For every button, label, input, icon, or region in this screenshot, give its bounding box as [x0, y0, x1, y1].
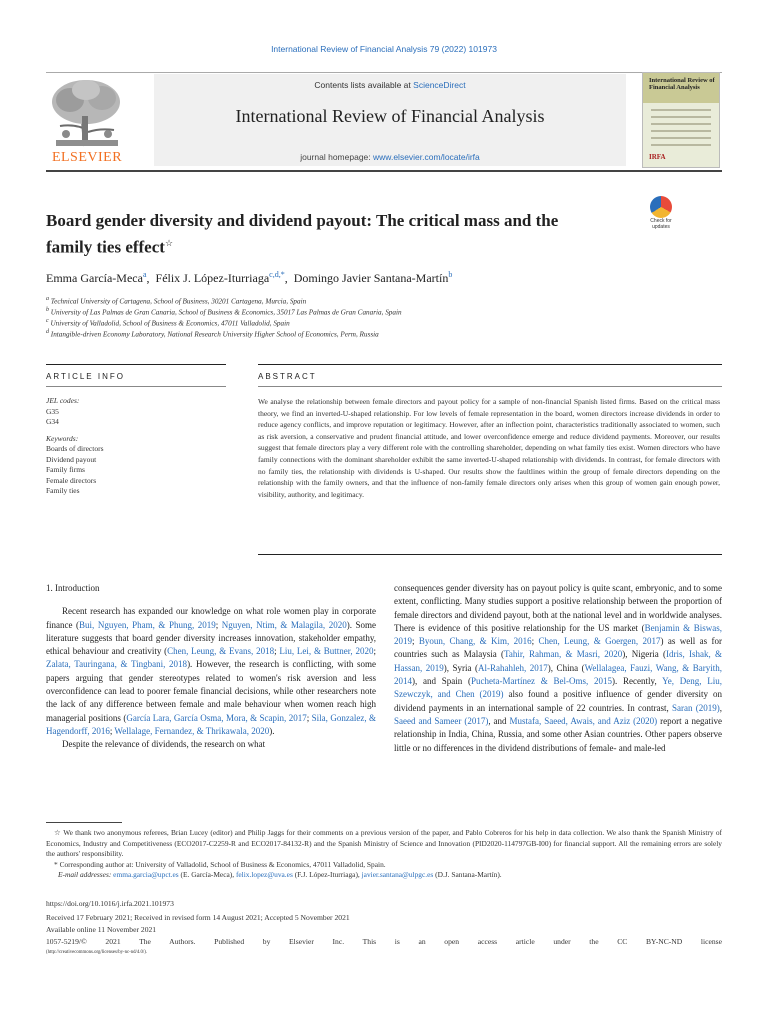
- citation-link[interactable]: Bui, Nguyen, Pham, & Phung, 2019: [79, 619, 216, 630]
- abstract-heading: ABSTRACT: [258, 372, 317, 381]
- header-top-rule: [46, 72, 722, 73]
- citation-link[interactable]: Chen, Leung, & Goergen, 2017: [538, 636, 661, 647]
- check-updates-label: Check for updates: [650, 218, 672, 230]
- intro-paragraph-3: [394, 582, 722, 755]
- corresponding-footnote: [46, 860, 722, 871]
- text-run: ), China (: [547, 662, 585, 673]
- jel-code: G34: [46, 417, 59, 426]
- affiliation: [46, 318, 726, 327]
- text-run: ). However, the research is conflicting, with some papers arguing that gender stereotypes related to women's risk aversion and less overconfidence can lead to poorer female financial decisions, while other researchers note the lack of any difference between female and male behaviour when women reach high managerial positions (: [46, 659, 376, 723]
- citation-link[interactable]: Wellalage, Fernandez, & Thrikawala, 2020: [114, 725, 270, 736]
- keyword: Family firms: [46, 465, 85, 474]
- text-run: ), and Spain (: [412, 676, 472, 687]
- keyword: Family ties: [46, 486, 80, 495]
- text-run: ), Nigeria (: [622, 649, 666, 660]
- text-run: consequences gender diversity has on payout policy is quite scant, embryonic, and to some extent, conflicting. Many studies support a positive relationship between the proportion of female directors and dividend payout, both at the national level and in worldwide analyses. There is evidence of this positive relationship for the US market (: [394, 583, 722, 633]
- article-info-top-rule: [46, 364, 226, 365]
- homepage-link[interactable]: www.elsevier.com/locate/irfa: [373, 152, 480, 162]
- footnote-text: Corresponding author at: University of Valladolid, School of Business & Economics, 47011 Valladolid, Spain.: [59, 859, 386, 869]
- publisher-wordmark[interactable]: ELSEVIER: [51, 150, 123, 165]
- citation-link[interactable]: Saran (2019): [672, 702, 720, 713]
- email-owner: (F.J. López-Iturriaga),: [294, 870, 360, 880]
- intro-right-column: [394, 582, 722, 755]
- paper-title: [46, 210, 606, 259]
- keywords-label: Keywords:: [46, 433, 79, 443]
- keyword: Boards of directors: [46, 444, 104, 453]
- footnote-mark: *: [54, 859, 58, 869]
- text-run: ). Recently,: [612, 676, 663, 687]
- citation-link[interactable]: Saeed and Sameer (2017): [394, 715, 489, 726]
- citation-link[interactable]: Pucheta-Martínez & Bel-Oms, 2015: [471, 676, 613, 687]
- author-name[interactable]: Emma García-Meca: [46, 271, 143, 285]
- text-run: ) as well as for countries such as Malaysia (: [394, 636, 722, 660]
- journal-reference[interactable]: International Review of Financial Analysis 79 (2022) 101973: [271, 44, 497, 54]
- citation-link[interactable]: Chen, Leung, & Evans, 2018: [167, 646, 275, 657]
- citation-link[interactable]: Mustafa, Saeed, Awais, and Aziz (2020): [509, 715, 658, 726]
- text-run: ).: [269, 725, 275, 736]
- email-owner: (D.J. Santana-Martín).: [435, 870, 502, 880]
- acknowledgement-footnote: [46, 828, 722, 860]
- journal-title: International Review of Financial Analysis: [235, 106, 545, 126]
- section-heading: 1. Introduction: [46, 583, 100, 593]
- text-run: ;: [215, 619, 222, 630]
- affiliation-text: University of Valladolid, School of Business & Economics, 47011 Valladolid, Spain: [50, 319, 290, 328]
- cover-decoration: [651, 109, 711, 151]
- contents-availability: [154, 80, 626, 90]
- intro-left-column: [46, 582, 376, 752]
- author-affiliation-mark[interactable]: a: [142, 270, 147, 279]
- text-run: ). Some literature suggests that board gender diversity increases innovation, stakeholder empathy, ethical behaviour and creativity (: [46, 619, 376, 657]
- text-run: ;: [109, 725, 115, 736]
- affiliation-text: Technical University of Cartagena, School of Business, 30201 Cartagena, Murcia, Spain: [50, 297, 307, 306]
- doi-link[interactable]: https://doi.org/10.1016/j.irfa.2021.101973: [46, 899, 174, 908]
- text-run: ;: [373, 646, 376, 657]
- sciencedirect-link[interactable]: ScienceDirect: [413, 80, 466, 90]
- cover-mark: IRFA: [649, 153, 666, 161]
- citation-link[interactable]: Benjamin & Biswas, 2019: [394, 622, 722, 647]
- license-statement: 1057-5219/© 2021 The Authors. Published by Elsevier Inc. This is an open access article under the CC BY-NC-ND license: [46, 937, 722, 946]
- text-run: ), Syria (: [443, 662, 479, 673]
- abstract-text: We analyse the relationship between female directors and payout policy for a sample of non-financial Spanish listed firms. Based on the critical mass theory, we find an inverted-U-shaped relationship. For low levels of female representation in the board, women directors increase dividends in order to reduce agency conflicts, and improve reputation or legitimacy. However, after an inflection point, characteristics traditionally associated to women, such as risk aversion, a conservative and prudent financial attitude, and lower overconfidence emerge and reduce dividend payments. Moreover, our results suggest that female directors play a very different role with the controlling shareholder, depending on what family ties exist. Women directors who have family connections with the dominant shareholder exhibit the same inverted-U-shaped relationship with dividends. In contrast, for female directors with no family ties, the relationship with dividends is U-shaped. Our results show the faultlines within the group of female directors depending on the relationship with the family owners, and that the influence of non-family female directors only arises when this group of women gain enough power, visibility, authority, and legitimacy.: [258, 397, 720, 499]
- affiliation-mark: d: [46, 329, 49, 335]
- citation-link[interactable]: Sila, Gonzalez, & Hagendorff, 2016: [46, 712, 376, 736]
- header-bottom-rule: [46, 170, 722, 172]
- affiliation: [46, 296, 726, 305]
- jel-code: G35: [46, 406, 59, 416]
- affiliation-mark: b: [46, 307, 49, 313]
- email-label: E-mail addresses:: [58, 870, 112, 880]
- text-run: ;: [274, 646, 280, 657]
- journal-cover-thumbnail[interactable]: [642, 72, 720, 168]
- keyword: Dividend payout: [46, 454, 97, 464]
- author-name[interactable]: Félix J. López-Iturriaga: [155, 271, 270, 285]
- license-link[interactable]: (http://creativecommons.org/licenses/by-nc-nd/4.0/).: [46, 950, 148, 955]
- author-affiliation-mark[interactable]: b: [448, 270, 453, 279]
- received-dates: Received 17 February 2021; Received in revised form 14 August 2021; Accepted 5 November 2021: [46, 913, 350, 922]
- citation-link[interactable]: García Lara, García Osma, Mora, & Scapin, 2017: [126, 712, 307, 723]
- intro-paragraph-1: [46, 605, 376, 738]
- citation-link[interactable]: Ye, Deng, Liu, Szewczyk, and Chen (2019): [394, 676, 722, 700]
- cover-title: International Review of Financial Analysis: [649, 77, 715, 91]
- author-affiliation-mark[interactable]: c,d,*: [269, 270, 285, 279]
- email-footnote: [46, 870, 722, 881]
- citation-link[interactable]: Nguyen, Ntim, & Malagila, 2020: [221, 619, 347, 630]
- citation-link[interactable]: Wellalagea, Fauzi, Wang, & Baryith, 2014: [394, 662, 722, 687]
- available-online: Available online 11 November 2021: [46, 925, 157, 934]
- text-run: ;: [306, 712, 312, 723]
- author-name[interactable]: Domingo Javier Santana-Martín: [293, 271, 449, 285]
- email-owner: (E. García-Meca),: [180, 870, 235, 880]
- text-run: , and: [488, 715, 510, 726]
- affiliation: [46, 329, 726, 338]
- author-list: Emma García-Meca$^a$, Félix J. López-Iturriaga$^{c,d,*}$, Domingo Javier Santana-Martín$^b$: [46, 270, 453, 285]
- footnote-rule: [46, 822, 122, 823]
- jel-label: JEL codes:: [46, 396, 80, 405]
- citation-link[interactable]: Byoun, Chang, & Kim, 2016: [418, 636, 532, 647]
- citation-link[interactable]: Zalata, Tauringana, & Tingbani, 2018: [46, 659, 188, 670]
- text-run: also found a positive influence of gender diversity on dividend payments in an international sample of 22 countries. In contrast,: [394, 689, 722, 713]
- abstract-sub-rule: [258, 386, 722, 387]
- article-info: [46, 396, 226, 497]
- citation-link[interactable]: Idris, Ishak, & Hassan, 2019: [394, 649, 722, 673]
- affiliation-mark: c: [46, 318, 49, 324]
- affiliation-text: Intangible-driven Economy Laboratory, National Research University Higher School of Economics, Perm, Russia: [50, 330, 379, 339]
- journal-homepage: [154, 152, 626, 162]
- text-run: report a negative relationship in India, China, Russia, and some other Asian countries. Other papers observe little or no differences in the dividend distributions of female- and male-led: [394, 715, 723, 753]
- article-info-sub-rule: [46, 386, 226, 387]
- affiliation: [46, 307, 726, 316]
- footnote-mark: ☆: [54, 828, 62, 837]
- affiliation-mark: a: [46, 296, 49, 302]
- contents-prefix: Contents lists available at: [314, 80, 411, 90]
- text-run: ,: [719, 702, 722, 713]
- paper-title-text: Board gender diversity and dividend payout: The critical mass and the family ties effect: [46, 211, 559, 257]
- citation-link[interactable]: Tahir, Rahman, & Masri, 2020: [503, 649, 623, 660]
- text-run: Recent research has expanded our knowledge on what role women play in corporate finance (: [46, 606, 376, 630]
- email-link[interactable]: emma.garcia@upct.es: [113, 870, 179, 880]
- intro-paragraph-2: Despite the relevance of dividends, the research on what: [62, 739, 266, 750]
- abstract-top-rule: [258, 364, 722, 365]
- title-footnote-mark[interactable]: ☆: [164, 238, 174, 248]
- affiliation-text: University of Las Palmas de Gran Canaria, School of Business & Economics, 35017 Las Palmas de Gran Canaria, Spain: [50, 308, 402, 317]
- email-link[interactable]: felix.lopez@uva.es: [235, 870, 293, 880]
- abstract-bottom-rule: [258, 554, 722, 555]
- footnotes: [46, 828, 722, 881]
- article-info-heading: ARTICLE INFO: [46, 372, 125, 381]
- email-link[interactable]: javier.santana@ulpgc.es: [361, 870, 434, 880]
- text-run: ;: [531, 636, 539, 647]
- check-updates-icon: [650, 196, 672, 218]
- keyword: Female directors: [46, 475, 97, 485]
- footnote-text: We thank two anonymous referees, Brian Lucey (editor) and Philip Jaggs for their comments on a previous version of the paper, and Pablo Cobreros for his help in data collection. We also thank the Spanish Ministry of Economics, Industry and Competitiveness (ECO2017-C2259-R and ECO2017-84132-R) and the Spanish Ministry of Science and Innovation (PID2020-114797GB-I00) for financial support. All the remaining errors are solely the authors' responsibility.: [46, 828, 722, 859]
- citation-link[interactable]: Liu, Lei, & Buttner, 2020: [279, 646, 374, 657]
- citation-link[interactable]: Al-Rahahleh, 2017: [478, 662, 548, 673]
- homepage-prefix: journal homepage:: [300, 152, 371, 162]
- text-run: ;: [412, 636, 419, 647]
- check-for-updates-badge[interactable]: [646, 196, 676, 236]
